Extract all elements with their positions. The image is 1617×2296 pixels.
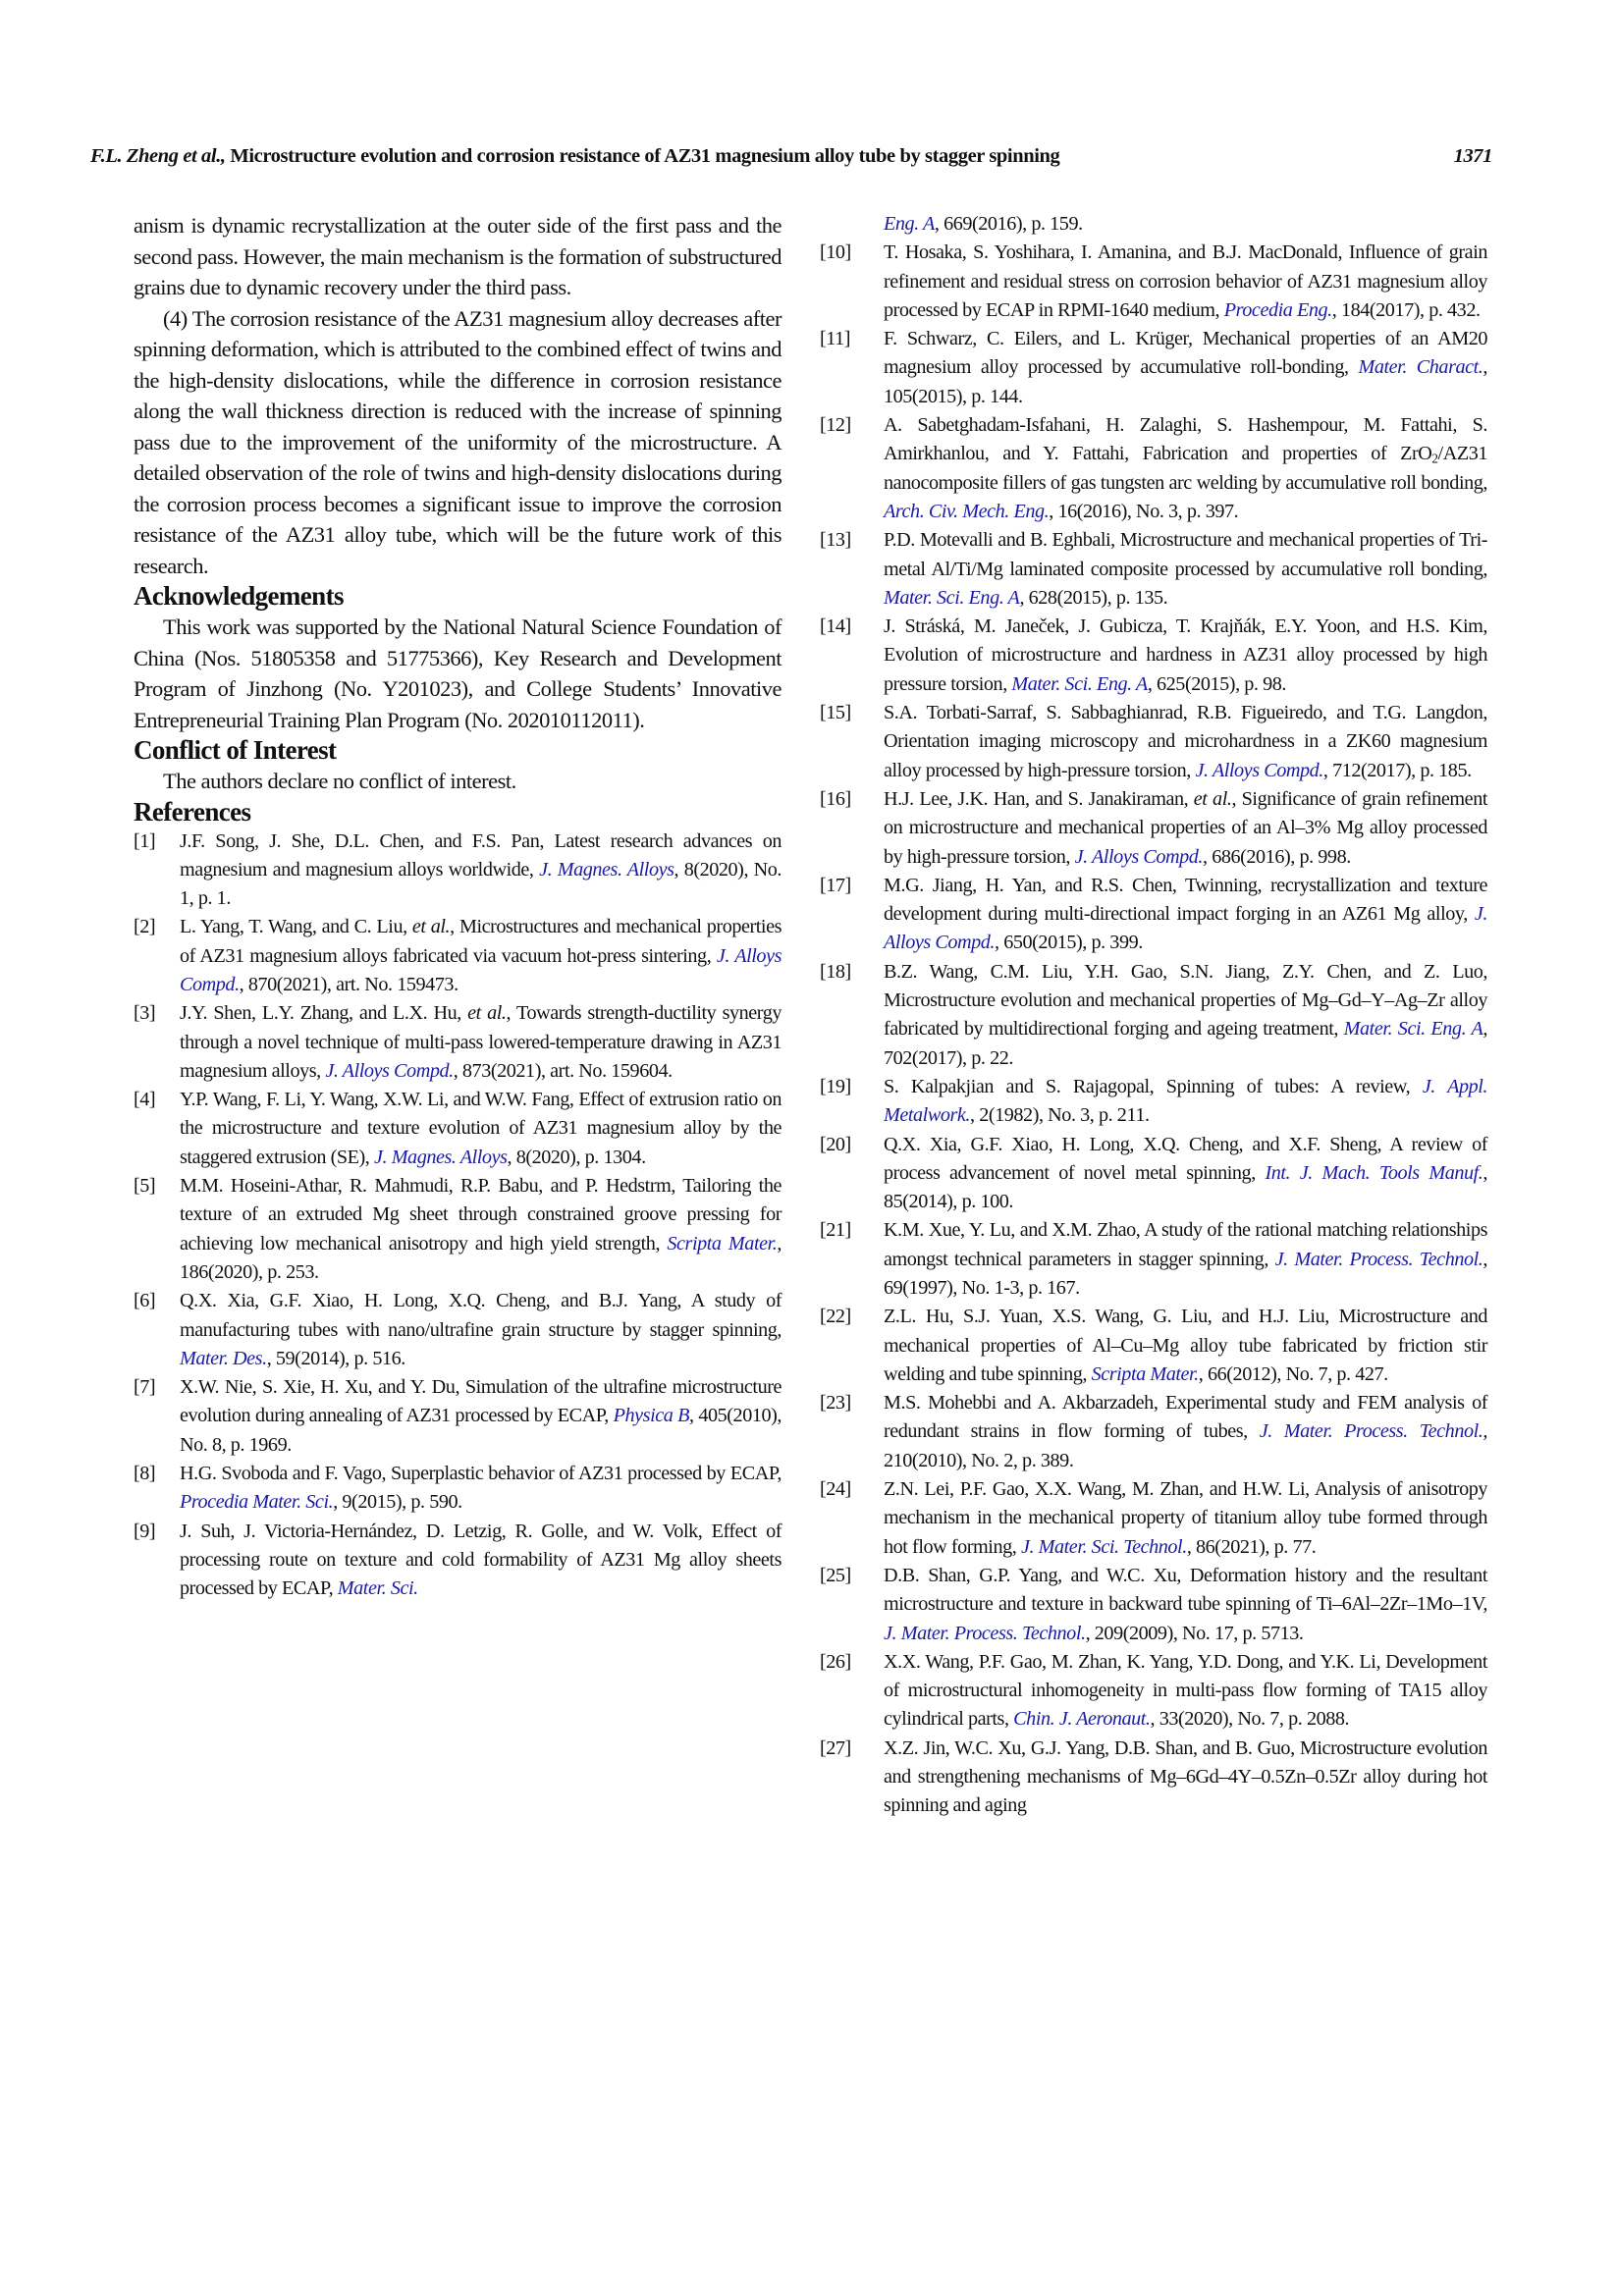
journal-link[interactable]: Mater. Charact. [1358,356,1483,379]
reference-item [820,1648,1487,1735]
reference-text: , Microstructures and mechanical properties of AZ31 magnesium alloys fabricated via vacuum hot-press sintering, [180,916,782,967]
reference-text: X.X. Wang, P.F. Gao, M. Zhan, K. Yang, Y.D. Dong, and Y.K. Li, Development of microstructural inhomogeneity in multi-pass flow forming of TA15 alloy cylindrical parts, [884,1650,1487,1731]
reference-details: , 186(2020), p. 253. [180,1232,782,1283]
reference-details: , 8(2020), p. 1304. [507,1146,646,1168]
reference-details: , 650(2015), p. 399. [995,932,1143,954]
reference-details: , 2(1982), No. 3, p. 211. [970,1104,1150,1127]
journal-link[interactable]: J. Magnes. Alloys [539,858,674,881]
reference-item [820,1735,1487,1821]
journal-link[interactable]: Int. J. Mach. Tools Manuf. [1265,1161,1483,1184]
reference-number: [20] [820,1133,851,1155]
reference-text: Y.P. Wang, F. Li, Y. Wang, X.W. Li, and W.W. Fang, Effect of extrusion ratio on the microstructure and texture evolution of AZ31 magnesium alloy by the staggered extrusion (SE), [180,1089,782,1168]
reference-details: , 66(2012), No. 7, p. 427. [1198,1362,1388,1385]
journal-link[interactable]: Procedia Mater. Sci. [180,1491,334,1514]
reference-details: , 625(2015), p. 98. [1147,672,1286,695]
reference-details: , 405(2010), No. 8, p. 1969. [180,1405,782,1456]
running-header [90,145,1492,177]
reference-item [820,1475,1487,1562]
reference-details: , 628(2015), p. 135. [1019,586,1168,609]
reference-number: [12] [820,414,851,437]
journal-link[interactable]: Scripta Mater. [667,1232,778,1255]
journal-link[interactable]: Arch. Civ. Mech. Eng. [884,500,1050,522]
reference-text: M.G. Jiang, H. Yan, and R.S. Chen, Twinning, recrystallization and texture development during multi-directional impact forging in an AZ61 Mg alloy, [884,874,1487,926]
reference-item [134,1518,782,1604]
reference-item [134,999,782,1086]
journal-link[interactable]: Physica B [613,1405,690,1427]
reference-item [820,1562,1487,1648]
conclusion-point-4: (4) The corrosion resistance of the AZ31 magnesium alloy decreases after spinning deformation, which is attributed to the combined effect of twins and the high-density dislocations, while the difference in corrosion resistance along the wall thickness direction is reduced with the increase of spinning pass due to the improvement of the uniformity of the microstructure. A detailed observation of the role of twins and high-density dislocations during the corrosion process becomes a significant issue to improve the corrosion resistance of the AZ31 alloy tube, which will be the future work of this research. [134,305,782,578]
reference-details: , 59(2014), p. 516. [266,1347,405,1369]
reference-text: M.S. Mohebbi and A. Akbarzadeh, Experimental study and FEM analysis of redundant strains in flow forming of tubes, [884,1392,1487,1443]
reference-item [820,958,1487,1073]
reference-number: [16] [820,787,851,810]
reference-item [820,325,1487,411]
reference-details: , 8(2020), No. 1, p. 1. [180,858,782,910]
reference-details: , 686(2016), p. 998. [1203,845,1351,868]
reference-item [820,872,1487,958]
reference-item [835,210,1487,239]
journal-link[interactable]: J. Alloys Compd. [325,1059,454,1082]
reference-number: [1] [134,829,156,852]
reference-item [820,785,1487,872]
reference-number: [5] [134,1175,156,1198]
journal-link[interactable]: J. Magnes. Alloys [373,1146,508,1168]
reference-text: K.M. Xue, Y. Lu, and X.M. Zhao, A study of the rational matching relationships amongst technical parameters in stagger spinning, [884,1219,1487,1270]
reference-item [134,1086,782,1172]
reference-number: [8] [134,1463,156,1485]
reference-details: , 873(2021), art. No. 159604. [453,1059,673,1082]
reference-text: B.Z. Wang, C.M. Liu, Y.H. Gao, S.N. Jiang, Z.Y. Chen, and Z. Luo, Microstructure evolution and mechanical properties of Mg–Gd–Y–Ag–Zr alloy fabricated by multidirectional forging and ageing treatment, [884,960,1487,1041]
reference-text: S.A. Torbati-Sarraf, S. Sabbaghianrad, R.B. Figueiredo, and T.G. Langdon, Orientation imaging microscopy and microhardness in a ZK60 magnesium alloy processed by high-pressure torsion, [884,702,1487,781]
reference-details: , 85(2014), p. 100. [884,1161,1487,1213]
reference-number: [27] [820,1736,851,1759]
reference-item [134,1460,782,1518]
reference-text: F. Schwarz, C. Eilers, and L. Krüger, Mechanical properties of an AM20 magnesium alloy processed by accumulative roll-bonding, [884,328,1487,379]
reference-text: , Significance of grain refinement on microstructure and mechanical properties of an Al–3% Mg alloy processed by high-pressure torsion, [884,787,1487,868]
journal-link[interactable]: Chin. J. Aeronaut. [1013,1708,1151,1731]
reference-list-right [820,210,1487,1821]
reference-text: /AZ31 nanocomposite fillers of gas tungsten arc welding by accumulative roll bonding, [884,443,1487,494]
reference-item [820,1303,1487,1389]
journal-link[interactable]: J. Alloys Compd. [1074,845,1204,868]
journal-link[interactable]: J. Mater. Process. Technol. [1274,1248,1483,1270]
reference-text: S. Kalpakjian and S. Rajagopal, Spinning of tubes: A review, [884,1075,1423,1097]
reference-text: Z.N. Lei, P.F. Gao, X.X. Wang, M. Zhan, and H.W. Li, Analysis of anisotropy mechanism in the mechanical property of titanium alloy tube formed through hot flow forming, [884,1478,1487,1558]
reference-number: [26] [820,1650,851,1673]
reference-number: [15] [820,702,851,724]
reference-text: Z.L. Hu, S.J. Yuan, X.S. Wang, G. Liu, and H.J. Liu, Microstructure and mechanical properties of Al–Cu–Mg alloy tube fabricated by friction stir welding and tube spinning, [884,1306,1487,1385]
reference-text: H.G. Svoboda and F. Vago, Superplastic behavior of AZ31 processed by ECAP, [180,1463,782,1485]
reference-item [820,1216,1487,1303]
conclusion-continued: anism is dynamic recrystallization at the outer side of the first pass and the second pass. However, the main mechanism is the formation of substructured grains due to dynamic recovery under the third pass. [134,213,782,299]
journal-link[interactable]: J. Alloys Compd. [1195,759,1323,781]
reference-details: , 86(2021), p. 77. [1186,1535,1317,1558]
references-heading: References [134,796,251,827]
right-column [820,210,1487,1821]
journal-link[interactable]: J. Alloys Compd. [180,944,782,995]
reference-text: H.J. Lee, J.K. Han, and S. Janakiraman, [884,787,1194,810]
journal-link[interactable]: Eng. A [884,213,935,235]
subscript: 2 [1431,451,1438,466]
reference-details: , 210(2010), No. 2, p. 389. [884,1420,1487,1471]
header-title-run [90,145,1059,168]
reference-number: [4] [134,1089,156,1111]
reference-item [134,1172,782,1287]
reference-item [134,913,782,999]
reference-number: [2] [134,916,156,938]
reference-details: , 870(2021), art. No. 159473. [239,973,458,995]
reference-number: [7] [134,1376,156,1399]
reference-text: Q.X. Xia, G.F. Xiao, H. Long, X.Q. Cheng, and B.J. Yang, A study of manufacturing tubes with nano/ultrafine grain structure by stagger spinning, [180,1290,782,1341]
reference-details: , 16(2016), No. 3, p. 397. [1049,500,1239,522]
reference-details: , 209(2009), No. 17, p. 5713. [1085,1622,1304,1644]
reference-number: [22] [820,1306,851,1328]
reference-list-left [134,828,782,1604]
reference-item [820,613,1487,699]
reference-text: J.Y. Shen, L.Y. Zhang, and L.X. Hu, [180,1002,468,1025]
et-al: et al. [467,1002,507,1025]
reference-details: , 9(2015), p. 590. [333,1491,462,1514]
reference-number: [6] [134,1290,156,1312]
header-title: Microstructure evolution and corrosion resistance of AZ31 magnesium alloy tube by stagger spinning [225,145,1060,167]
journal-link[interactable]: J. Mater. Process. Technol. [884,1622,1086,1644]
et-al: et al. [1193,787,1232,810]
left-column [134,210,782,1604]
journal-link[interactable]: J. Mater. Sci. Technol. [1020,1535,1187,1558]
journal-link[interactable]: J. Alloys Compd. [884,903,1487,954]
reference-text: X.Z. Jin, W.C. Xu, G.J. Yang, D.B. Shan, and B. Guo, Microstructure evolution and strengthening mechanisms of Mg–6Gd–4Y–0.5Zn–0.5Zr alloy during hot spinning and aging [884,1736,1487,1817]
reference-text: A. Sabetghadam-Isfahani, H. Zalaghi, S. Hashempour, M. Fattahi, S. Amirkhanlou, and Y. Fattahi, Fabrication and properties of ZrO [884,414,1487,465]
reference-item [820,1389,1487,1475]
reference-details: , 184(2017), p. 432. [1331,298,1481,321]
reference-item [134,1373,782,1460]
journal-link[interactable]: Mater. Sci. Eng. A [1011,672,1148,695]
reference-text: , Towards strength-ductility synergy through a novel technique of multi-pass lowered-temperature drawing in AZ31 magnesium alloys, [180,1002,782,1082]
reference-number: [23] [820,1392,851,1415]
reference-text: J.F. Song, J. She, D.L. Chen, and F.S. Pan, Latest research advances on magnesium and magnesium alloys worldwide, [180,829,782,881]
et-al: et al. [411,916,451,938]
reference-text: J. Suh, J. Victoria-Hernández, D. Letzig, R. Golle, and W. Volk, Effect of processing route on texture and cold formability of AZ31 Mg alloy sheets processed by ECAP, [180,1520,782,1600]
journal-link[interactable]: Mater. Des. [180,1347,267,1369]
reference-item [820,526,1487,613]
reference-item [820,411,1487,526]
journal-link[interactable]: Mater. Sci. [337,1577,418,1600]
acknowledgements-text: This work was supported by the National Natural Science Foundation of China (Nos. 51805358 and 51775366), Key Research and Development Program of Jinzhong (No. Y201023), and College Students’ Innovative Entrepreneurial Training Plan Program (No. 202010112011). [134,614,782,732]
reference-number: [18] [820,960,851,983]
journal-link[interactable]: Procedia Eng. [1223,298,1332,321]
reference-text: P.D. Motevalli and B. Eghbali, Microstructure and mechanical properties of Tri-metal Al/Ti/Mg laminated composite processed by accumulative roll bonding, [884,529,1487,580]
reference-item [820,699,1487,785]
reference-number: [10] [820,241,851,264]
reference-number: [3] [134,1002,156,1025]
page-number: 1371 [1453,145,1492,167]
reference-text: L. Yang, T. Wang, and C. Liu, [180,916,412,938]
reference-details: , 702(2017), p. 22. [884,1018,1487,1069]
reference-item [134,828,782,914]
reference-item [820,239,1487,325]
reference-details: , 105(2015), p. 144. [884,356,1487,407]
reference-text: X.W. Nie, S. Xie, H. Xu, and Y. Du, Simulation of the ultrafine microstructure evolution during annealing of AZ31 processed by ECAP, [180,1376,782,1427]
reference-details: , 669(2016), p. 159. [934,213,1083,235]
journal-link[interactable]: J. Appl. Metalwork. [884,1075,1487,1127]
reference-item [134,1287,782,1373]
reference-text: Q.X. Xia, G.F. Xiao, H. Long, X.Q. Cheng, and X.F. Sheng, A review of process advancement of novel metal spinning, [884,1133,1487,1184]
reference-number: [13] [820,529,851,552]
acknowledgements-heading: Acknowledgements [134,581,344,611]
header-authors: F.L. Zheng et al., [90,145,226,167]
reference-text: M.M. Hoseini-Athar, R. Mahmudi, R.P. Babu, and P. Hedstrm, Tailoring the texture of an extruded Mg sheet through constrained groove pressing for achieving low mechanical anisotropy and high yield strength, [180,1175,782,1255]
journal-link[interactable]: J. Mater. Process. Technol. [1259,1420,1483,1443]
reference-text: D.B. Shan, G.P. Yang, and W.C. Xu, Deformation history and the resultant microstructure and texture in backward tube spinning of Ti–6Al–2Zr–1Mo–1V, [884,1564,1487,1616]
reference-item [820,1131,1487,1217]
journal-link[interactable]: Scripta Mater. [1091,1362,1199,1385]
conflict-text: The authors declare no conflict of interest. [163,769,516,793]
reference-text: J. Stráská, M. Janeček, J. Gubicza, T. Krajňák, E.Y. Yoon, and H.S. Kim, Evolution of microstructure and hardness in AZ31 alloy processed by high pressure torsion, [884,615,1487,695]
reference-number: [17] [820,874,851,896]
reference-details: , 69(1997), No. 1-3, p. 167. [884,1248,1487,1299]
reference-number: [11] [820,328,851,350]
reference-text: T. Hosaka, S. Yoshihara, I. Amanina, and B.J. MacDonald, Influence of grain refinement and residual stress on corrosion behavior of AZ31 magnesium alloy processed by ECAP in RPMI-1640 medium, [884,241,1487,321]
reference-number: [19] [820,1075,851,1097]
reference-number: [21] [820,1219,851,1242]
journal-link[interactable]: Mater. Sci. Eng. A [884,586,1020,609]
journal-link[interactable]: Mater. Sci. Eng. A [1343,1018,1483,1041]
reference-number: [25] [820,1564,851,1586]
conflict-heading: Conflict of Interest [134,735,337,765]
reference-number: [14] [820,615,851,638]
reference-item [820,1073,1487,1131]
reference-number: [24] [820,1478,851,1501]
reference-details: , 712(2017), p. 185. [1322,759,1472,781]
reference-details: , 33(2020), No. 7, p. 2088. [1150,1708,1350,1731]
reference-number: [9] [134,1520,156,1542]
